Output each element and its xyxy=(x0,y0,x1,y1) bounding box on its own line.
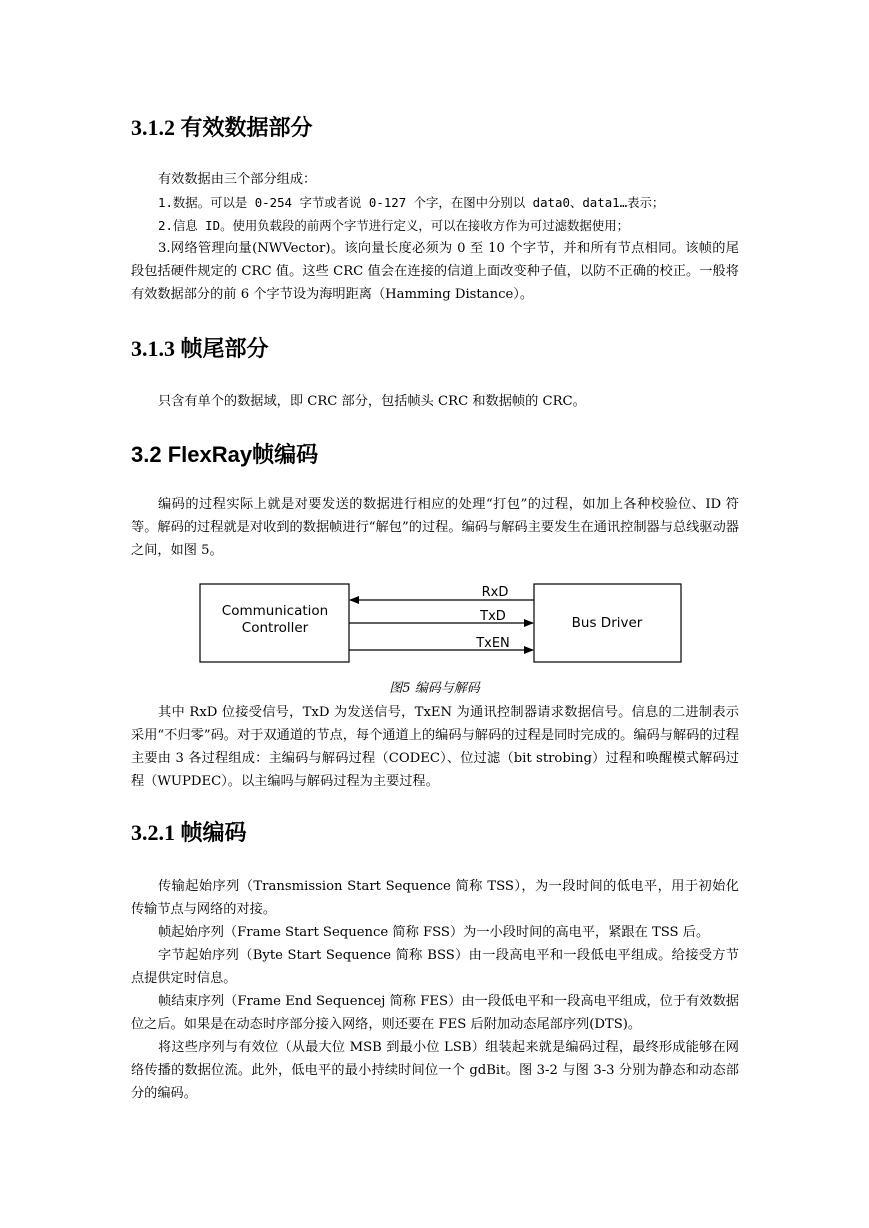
section-3-1-2-body xyxy=(131,168,739,306)
section-3-2-1 xyxy=(131,819,739,847)
paragraph: 其中 RxD 位接受信号，TxD 为发送信号，TxEN 为通讯控制器请求数据信号。信息的二进制表示采用“不归零”码。对于双通道的节点，每个通道上的编码与解码的过程是同时完成的。编码与解码的过程主要由 3 各过程组成：主编码与解码过程（CODEC）、位过滤（bit strobing）过程和唤醒模式解码过程（WUPDEC）。以主编吗与解码过程为主要过程。 xyxy=(131,705,739,789)
paragraph: 只含有单个的数据域，即 CRC 部分，包括帧头 CRC 和数据帧的 CRC。 xyxy=(158,394,586,409)
paragraph: 3.网络管理向量(NWVector)。该向量长度必须为 0 至 10 个字节，并和所有节点相同。该帧的尾段包括硬件规定的 CRC 值。这些 CRC 值会在连接的信道上面改变种子值，以防不正确的校正。一般将有效数据部分的前 6 个字节设为海明距离（Hamming Distance）。 xyxy=(131,241,739,302)
figure-explanation xyxy=(131,701,739,793)
figure-caption: 图5 编码与解码 xyxy=(389,681,480,696)
paragraph: 传输起始序列（Transmission Start Sequence 简称 TSS），为一段时间的低电平，用于初始化传输节点与网络的对接。 xyxy=(131,879,739,917)
paragraph: 1.数据。可以是 0-254 字节或者说 0-127 个字，在图中分别以 data0、data1…表示； xyxy=(158,195,665,210)
rxd-label: RxD xyxy=(481,585,509,600)
section-3-2 xyxy=(131,441,739,469)
section-3-2-body xyxy=(131,493,739,562)
encoding-diagram xyxy=(195,578,685,668)
txen-label: TxEN xyxy=(476,636,510,651)
left-box-label-line1: Communication xyxy=(221,603,329,619)
section-3-1-3 xyxy=(131,335,739,363)
section-heading: 3.1.2 有效数据部分 xyxy=(131,115,313,140)
paragraph: 帧起始序列（Frame Start Sequence 简称 FSS）为一小段时间的高电平，紧跟在 TSS 后。 xyxy=(158,925,710,940)
paragraph: 字节起始序列（Byte Start Sequence 简称 BSS）由一段高电平和一段低电平组成。给接受方节点提供定时信息。 xyxy=(131,948,739,986)
section-heading: 3.1.3 帧尾部分 xyxy=(131,336,269,361)
section-heading: 3.2 FlexRay帧编码 xyxy=(131,442,319,467)
section-3-1-3-body xyxy=(131,390,739,413)
paragraph: 将这些序列与有效位（从最大位 MSB 到最小位 LSB）组装起来就是编码过程，最终形成能够在网络传播的数据位流。此外，低电平的最小持续时间位一个 gdBit。图 3-2 与图 3-3 分别为静态和动态部分的编码。 xyxy=(131,1040,739,1101)
section-3-1-2 xyxy=(131,114,739,142)
txd-label: TxD xyxy=(480,609,506,624)
section-3-2-1-body xyxy=(131,875,739,1105)
paragraph: 编码的过程实际上就是对要发送的数据进行相应的处理“打包”的过程，如加上各种校验位、ID 符等。解码的过程就是对收到的数据帧进行“解包”的过程。编码与解码主要发生在通讯控制器与总线驱动器之间，如图 5。 xyxy=(131,497,739,558)
paragraph: 有效数据由三个部分组成： xyxy=(158,172,317,187)
right-box-label: Bus Driver xyxy=(571,615,643,631)
section-heading: 3.2.1 帧编码 xyxy=(131,820,247,845)
paragraph: 帧结束序列（Frame End Sequencej 简称 FES）由一段低电平和一段高电平组成，位于有效数据位之后。如果是在动态时序部分接入网络，则还要在 FES 后附加动态尾部序列(DTS)。 xyxy=(131,994,739,1032)
left-box-label-line2: Controller xyxy=(241,620,309,636)
paragraph: 2.信息 ID。使用负载段的前两个字节进行定义，可以在接收方作为可过滤数据使用； xyxy=(158,218,629,233)
